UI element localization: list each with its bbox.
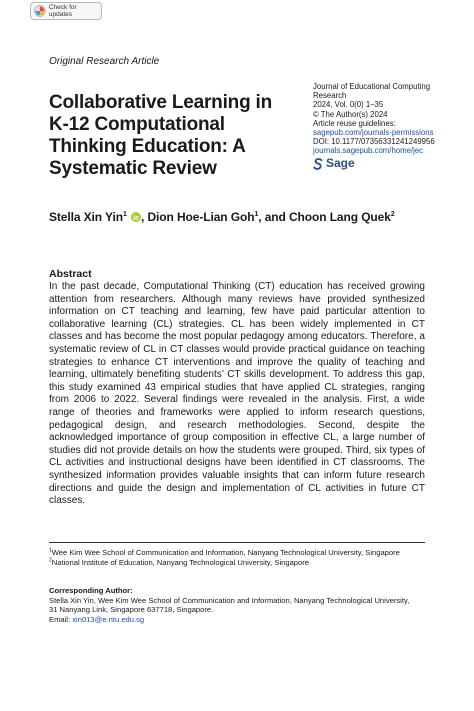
author-name[interactable]: Choon Lang Quek <box>288 210 391 224</box>
journal-info <box>313 82 463 170</box>
corresponding-author-block <box>49 586 449 624</box>
journal-line: © The Author(s) 2024 <box>313 109 388 119</box>
journal-line: Journal of Educational Computing <box>313 82 431 91</box>
journal-line: Article reuse guidelines: <box>313 118 396 128</box>
affiliation-list <box>49 548 439 568</box>
abstract-heading: Abstract <box>49 268 92 280</box>
sage-wordmark: Sage <box>326 156 355 171</box>
journal-line: 2024, Vol. 0(0) 1–35 <box>313 100 384 110</box>
author-name[interactable]: Stella Xin Yin <box>49 210 123 224</box>
corresponding-address-line: 31 Nanyang Link, Singapore 637718, Singapore. <box>49 605 214 615</box>
check-updates-icon <box>34 5 46 17</box>
corresponding-email <box>49 615 449 625</box>
journal-line: Research <box>313 91 347 101</box>
affiliation-number: 1 <box>49 547 52 554</box>
corresponding-address-line: Stella Xin Yin, Wee Kim Wee School of Communication and Information, Nanyang Technological University, <box>49 595 410 605</box>
affiliation-marker: 2 <box>390 211 395 218</box>
check-for-updates-badge[interactable] <box>30 2 102 20</box>
affiliation-marker: 1 <box>254 211 259 218</box>
email-link[interactable]: xin013@e.ntu.edu.sg <box>72 614 145 624</box>
journal-home-link[interactable]: journals.sagepub.com/home/jec <box>313 146 424 156</box>
sage-logo <box>313 158 463 170</box>
footnote-divider <box>49 542 425 543</box>
orcid-icon[interactable] <box>131 212 141 222</box>
article-type: Original Research Article <box>49 56 160 67</box>
email-label: Email: <box>49 614 71 624</box>
affiliation-marker: 1 <box>122 211 127 218</box>
affiliation-number: 2 <box>49 557 52 564</box>
sage-s-icon <box>313 158 323 170</box>
article-title: Collaborative Learning in K-12 Computational Thinking Education: A Systematic Review <box>49 92 273 179</box>
check-for-updates-label: Check for updates <box>48 4 77 18</box>
author-conjunction: and <box>264 210 286 224</box>
abstract-body: In the past decade, Computational Thinking (CT) education has received growing attention from researchers. Although many reviews have provided synthesized information on CT teaching and learning, few have paid particular attention to collaborative learning (CL) strategies. CL has been widely implemented in CT classes and has become the most popular pedagogy among educators. Therefore, a systematic review of CL in CT classes would provide practical guidance on teaching strategies to enhance CT interventions and improve the quality of teaching and learning, ultimately benefiting students’ CT skills development. To address this gap, this study examined 43 empirical studies that have applied CL strategies, ranging from 2006 to 2022. Several findings were revealed in the analysis. First, a wide range of theories and frameworks were applied to inform research questions, pedagogical design, and research methodologies. Second, despite the acknowledged importance of group composition in effective CL, a large number of studies did not provide details on how the students were grouped. Third, six types of CL activities and instructional designs have been identified in CT classrooms. The synthesized information provides valuable insights that can inform future research directions and guide the design and implementation of CL activities in future CT classes. <box>49 281 425 507</box>
permissions-link[interactable]: sagepub.com/journals-permissions <box>313 128 434 138</box>
affiliation-item: $^2$National Institute of Education, Nanyang Technological University, Singapore <box>49 557 309 567</box>
author-list: Stella Xin Yin$^1$ , Dion Hoe-Lian Goh$^1$, and Choon Lang Quek$^2$ <box>49 210 395 224</box>
corresponding-author-heading: Corresponding Author: <box>49 586 133 595</box>
author-name[interactable]: Dion Hoe-Lian Goh <box>147 210 255 224</box>
affiliation-item: $^1$Wee Kim Wee School of Communication and Information, Nanyang Technological University, Singapore <box>49 547 400 557</box>
doi[interactable]: DOI: 10.1177/07356331241249956 <box>313 137 435 147</box>
